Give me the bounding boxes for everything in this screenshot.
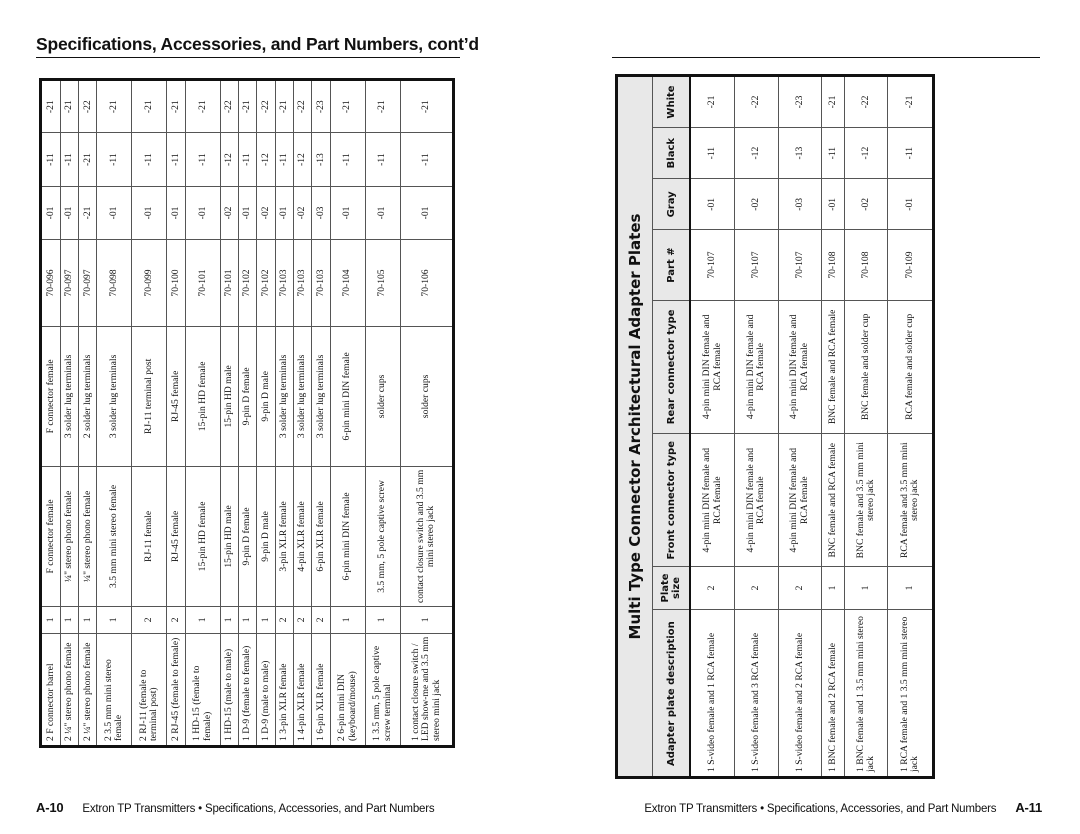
cell-qty: 1 bbox=[60, 606, 78, 633]
cell-description: 1 6-pin XLR female bbox=[312, 633, 330, 746]
cell-gray: -01 bbox=[60, 186, 78, 239]
cell-white: -21 bbox=[167, 80, 185, 133]
cell-black: -11 bbox=[400, 133, 453, 186]
cell-front: contact closure switch and 3.5 mm mini stereo jack bbox=[400, 466, 453, 606]
header-plate-size: Plate size bbox=[653, 567, 691, 609]
table-row bbox=[888, 76, 934, 778]
cell-gray: -02 bbox=[293, 186, 311, 239]
header-rear: Rear connector type bbox=[653, 300, 691, 433]
cell-gray: -01 bbox=[239, 186, 257, 239]
cell-rear: 6-pin mini DIN female bbox=[330, 326, 365, 466]
page-divider bbox=[612, 57, 1040, 58]
cell-gray: -02 bbox=[257, 186, 275, 239]
footer-text: Extron TP Transmitters • Specifications, Accessories, and Part Numbers bbox=[644, 803, 997, 815]
cell-qty: 2 bbox=[132, 606, 167, 633]
cell-front: 4-pin mini DIN female and RCA female bbox=[778, 434, 822, 567]
cell-description: 2 3.5 mm mini stereo female bbox=[97, 633, 132, 746]
cell-black: -11 bbox=[822, 128, 845, 179]
cell-part: 70-099 bbox=[132, 240, 167, 327]
cell-description: 1 S-video female and 1 RCA female bbox=[690, 609, 735, 777]
cell-black: -13 bbox=[312, 133, 330, 186]
cell-gray: -01 bbox=[185, 186, 220, 239]
cell-gray: -01 bbox=[888, 179, 934, 230]
cell-black: -11 bbox=[888, 128, 934, 179]
cell-part: 70-107 bbox=[778, 230, 822, 300]
cell-gray: -01 bbox=[97, 186, 132, 239]
cell-white: -21 bbox=[239, 80, 257, 133]
cell-gray: -01 bbox=[365, 186, 400, 239]
cell-qty: 1 bbox=[79, 606, 97, 633]
cell-white: -21 bbox=[400, 80, 453, 133]
cell-front: 3.5 mm mini stereo female bbox=[97, 466, 132, 606]
title-divider bbox=[36, 57, 460, 58]
adapter-plates-table-body bbox=[690, 76, 934, 778]
cell-description: 1 HD-15 (male to male) bbox=[220, 633, 238, 746]
cell-white: -21 bbox=[97, 80, 132, 133]
cell-black: -11 bbox=[275, 133, 293, 186]
cell-front: 4-pin mini DIN female and RCA female bbox=[690, 434, 735, 567]
cell-qty: 1 bbox=[185, 606, 220, 633]
cell-qty: 2 bbox=[275, 606, 293, 633]
cell-rear: BNC female and solder cup bbox=[844, 300, 888, 433]
cell-part: 70-107 bbox=[690, 230, 735, 300]
cell-part: 70-103 bbox=[275, 240, 293, 327]
cell-gray: -02 bbox=[844, 179, 888, 230]
cell-description: 2 ¼" stereo phono female bbox=[79, 633, 97, 746]
cell-rear: 9-pin D male bbox=[257, 326, 275, 466]
cell-plate-size: 2 bbox=[778, 567, 822, 609]
table-row bbox=[257, 80, 275, 747]
cell-front: RJ-11 female bbox=[132, 466, 167, 606]
cell-white: -21 bbox=[132, 80, 167, 133]
cell-white: -21 bbox=[185, 80, 220, 133]
cell-rear: 15-pin HD female bbox=[185, 326, 220, 466]
cell-front: RCA female and 3.5 mm mini stereo jack bbox=[888, 434, 934, 567]
cell-black: -11 bbox=[41, 133, 61, 186]
cell-rear: solder cups bbox=[400, 326, 453, 466]
cell-gray: -03 bbox=[778, 179, 822, 230]
cell-gray: -01 bbox=[690, 179, 735, 230]
cell-white: -21 bbox=[60, 80, 78, 133]
cell-front: BNC female and RCA female bbox=[822, 434, 845, 567]
cell-white: -22 bbox=[220, 80, 238, 133]
cell-gray: -03 bbox=[312, 186, 330, 239]
cell-white: -22 bbox=[293, 80, 311, 133]
adapter-plates-table-rotated bbox=[615, 74, 935, 779]
cell-part: 70-101 bbox=[220, 240, 238, 327]
cell-rear: 3 solder lug terminals bbox=[312, 326, 330, 466]
adapter-plates-table bbox=[615, 74, 935, 779]
table-row bbox=[365, 80, 400, 747]
cell-front: 6-pin XLR female bbox=[312, 466, 330, 606]
cell-rear: RJ-11 terminal post bbox=[132, 326, 167, 466]
cell-rear: BNC female and RCA female bbox=[822, 300, 845, 433]
header-black: Black bbox=[653, 128, 691, 179]
cell-black: -11 bbox=[239, 133, 257, 186]
page-footer-right bbox=[644, 800, 1042, 815]
cell-black: -21 bbox=[79, 133, 97, 186]
cell-description: 1 3-pin XLR female bbox=[275, 633, 293, 746]
cell-white: -22 bbox=[844, 76, 888, 128]
cell-plate-size: 1 bbox=[844, 567, 888, 609]
cell-black: -12 bbox=[735, 128, 779, 179]
cell-white: -21 bbox=[365, 80, 400, 133]
accessory-table bbox=[39, 78, 455, 748]
cell-qty: 1 bbox=[220, 606, 238, 633]
cell-gray: -01 bbox=[822, 179, 845, 230]
cell-white: -23 bbox=[778, 76, 822, 128]
cell-description: 2 RJ-11 (female to terminal post) bbox=[132, 633, 167, 746]
cell-front: 3-pin XLR female bbox=[275, 466, 293, 606]
cell-white: -21 bbox=[888, 76, 934, 128]
cell-front: 6-pin mini DIN female bbox=[330, 466, 365, 606]
cell-front: RJ-45 female bbox=[167, 466, 185, 606]
cell-description: 2 F connector barrel bbox=[41, 633, 61, 746]
cell-rear: 4-pin mini DIN female and RCA female bbox=[690, 300, 735, 433]
cell-rear: 9-pin D female bbox=[239, 326, 257, 466]
cell-gray: -01 bbox=[132, 186, 167, 239]
cell-black: -12 bbox=[257, 133, 275, 186]
cell-part: 70-104 bbox=[330, 240, 365, 327]
table-row bbox=[132, 80, 167, 747]
cell-gray: -02 bbox=[735, 179, 779, 230]
table-row bbox=[60, 80, 78, 747]
cell-white: -21 bbox=[690, 76, 735, 128]
cell-rear: 4-pin mini DIN female and RCA female bbox=[778, 300, 822, 433]
cell-rear: 15-pin HD male bbox=[220, 326, 238, 466]
cell-description: 2 ¼" stereo phono female bbox=[60, 633, 78, 746]
table-row bbox=[239, 80, 257, 747]
cell-rear: 3 solder lug terminals bbox=[293, 326, 311, 466]
cell-black: -12 bbox=[220, 133, 238, 186]
cell-front: 15-pin HD male bbox=[220, 466, 238, 606]
cell-gray: -02 bbox=[220, 186, 238, 239]
cell-front: 15-pin HD female bbox=[185, 466, 220, 606]
cell-black: -11 bbox=[365, 133, 400, 186]
cell-part: 70-100 bbox=[167, 240, 185, 327]
cell-gray: -01 bbox=[167, 186, 185, 239]
cell-qty: 1 bbox=[257, 606, 275, 633]
page-footer-left bbox=[36, 800, 434, 815]
cell-part: 70-103 bbox=[312, 240, 330, 327]
cell-part: 70-108 bbox=[822, 230, 845, 300]
table-row bbox=[735, 76, 779, 778]
cell-white: -22 bbox=[735, 76, 779, 128]
cell-rear: 3 solder lug terminals bbox=[60, 326, 78, 466]
cell-plate-size: 1 bbox=[822, 567, 845, 609]
cell-description: 1 S-video female and 3 RCA female bbox=[735, 609, 779, 777]
cell-qty: 1 bbox=[97, 606, 132, 633]
accessory-table-rotated bbox=[39, 78, 455, 748]
cell-part: 70-109 bbox=[888, 230, 934, 300]
cell-qty: 1 bbox=[400, 606, 453, 633]
table-row bbox=[185, 80, 220, 747]
cell-qty: 1 bbox=[41, 606, 61, 633]
cell-rear: 4-pin mini DIN female and RCA female bbox=[735, 300, 779, 433]
cell-white: -21 bbox=[41, 80, 61, 133]
cell-description: 1 RCA female and 1 3.5 mm mini stereo jack bbox=[888, 609, 934, 777]
cell-description: 1 contact closure switch / LED show-me and 3.5 mm stereo mini jack bbox=[400, 633, 453, 746]
cell-part: 70-097 bbox=[79, 240, 97, 327]
cell-front: ¼" stereo phono female bbox=[79, 466, 97, 606]
cell-part: 70-101 bbox=[185, 240, 220, 327]
cell-description: 1 HD-15 (female to female) bbox=[185, 633, 220, 746]
cell-black: -11 bbox=[167, 133, 185, 186]
table-row bbox=[822, 76, 845, 778]
table-row bbox=[41, 80, 61, 747]
cell-description: 1 D-9 (female to female) bbox=[239, 633, 257, 746]
cell-plate-size: 2 bbox=[690, 567, 735, 609]
cell-white: -23 bbox=[312, 80, 330, 133]
cell-rear: RCA female and solder cup bbox=[888, 300, 934, 433]
cell-part: 70-106 bbox=[400, 240, 453, 327]
section-title: Specifications, Accessories, and Part Numbers, cont’d bbox=[36, 34, 479, 54]
page-number: A-10 bbox=[36, 800, 64, 815]
table-row bbox=[844, 76, 888, 778]
cell-rear: 3 solder lug terminals bbox=[97, 326, 132, 466]
accessory-table-body bbox=[41, 80, 454, 747]
table-title: Multi Type Connector Architectural Adapter Plates bbox=[617, 76, 653, 778]
cell-front: 4-pin mini DIN female and RCA female bbox=[735, 434, 779, 567]
table-row bbox=[400, 80, 453, 747]
cell-part: 70-098 bbox=[97, 240, 132, 327]
cell-front: 9-pin D male bbox=[257, 466, 275, 606]
cell-rear: solder cups bbox=[365, 326, 400, 466]
cell-gray: -01 bbox=[275, 186, 293, 239]
cell-plate-size: 1 bbox=[888, 567, 934, 609]
header-part: Part # bbox=[653, 230, 691, 300]
header-gray: Gray bbox=[653, 179, 691, 230]
cell-white: -21 bbox=[330, 80, 365, 133]
cell-black: -12 bbox=[293, 133, 311, 186]
cell-black: -11 bbox=[132, 133, 167, 186]
table-row bbox=[97, 80, 132, 747]
cell-white: -22 bbox=[257, 80, 275, 133]
cell-qty: 1 bbox=[365, 606, 400, 633]
cell-description: 1 3.5 mm, 5 pole captive screw terminal bbox=[365, 633, 400, 746]
cell-rear: 3 solder lug terminals bbox=[275, 326, 293, 466]
cell-description: 2 RJ-45 (female to female) bbox=[167, 633, 185, 746]
cell-part: 70-103 bbox=[293, 240, 311, 327]
cell-gray: -01 bbox=[400, 186, 453, 239]
header-front: Front connector type bbox=[653, 434, 691, 567]
page-number: A-11 bbox=[1015, 800, 1042, 815]
table-row bbox=[330, 80, 365, 747]
cell-part: 70-097 bbox=[60, 240, 78, 327]
cell-white: -21 bbox=[822, 76, 845, 128]
cell-part: 70-107 bbox=[735, 230, 779, 300]
cell-part: 70-102 bbox=[239, 240, 257, 327]
footer-text: Extron TP Transmitters • Specifications, Accessories, and Part Numbers bbox=[82, 803, 435, 815]
cell-black: -11 bbox=[60, 133, 78, 186]
table-row bbox=[690, 76, 735, 778]
cell-description: 1 BNC female and 1 3.5 mm mini stereo jack bbox=[844, 609, 888, 777]
cell-qty: 2 bbox=[293, 606, 311, 633]
cell-description: 1 D-9 (male to male) bbox=[257, 633, 275, 746]
table-row bbox=[312, 80, 330, 747]
table-row bbox=[79, 80, 97, 747]
cell-qty: 1 bbox=[330, 606, 365, 633]
cell-white: -21 bbox=[275, 80, 293, 133]
cell-rear: 2 solder lug terminals bbox=[79, 326, 97, 466]
cell-front: ¼" stereo phono female bbox=[60, 466, 78, 606]
cell-black: -13 bbox=[778, 128, 822, 179]
cell-rear: RJ-45 female bbox=[167, 326, 185, 466]
cell-qty: 2 bbox=[167, 606, 185, 633]
cell-rear: F connector female bbox=[41, 326, 61, 466]
cell-gray: -21 bbox=[79, 186, 97, 239]
cell-white: -22 bbox=[79, 80, 97, 133]
cell-black: -11 bbox=[185, 133, 220, 186]
table-row bbox=[275, 80, 293, 747]
cell-qty: 1 bbox=[239, 606, 257, 633]
cell-black: -12 bbox=[844, 128, 888, 179]
cell-front: 9-pin D female bbox=[239, 466, 257, 606]
table-row bbox=[220, 80, 238, 747]
cell-black: -11 bbox=[330, 133, 365, 186]
cell-part: 70-105 bbox=[365, 240, 400, 327]
cell-qty: 2 bbox=[312, 606, 330, 633]
table-row bbox=[167, 80, 185, 747]
cell-front: 4-pin XLR female bbox=[293, 466, 311, 606]
cell-part: 70-096 bbox=[41, 240, 61, 327]
cell-part: 70-108 bbox=[844, 230, 888, 300]
cell-front: F connector female bbox=[41, 466, 61, 606]
cell-gray: -01 bbox=[41, 186, 61, 239]
header-description: Adapter plate description bbox=[653, 609, 691, 777]
cell-description: 1 S-video female and 2 RCA female bbox=[778, 609, 822, 777]
table-row bbox=[293, 80, 311, 747]
cell-plate-size: 2 bbox=[735, 567, 779, 609]
cell-black: -11 bbox=[97, 133, 132, 186]
cell-part: 70-102 bbox=[257, 240, 275, 327]
cell-gray: -01 bbox=[330, 186, 365, 239]
header-white: White bbox=[653, 76, 691, 128]
cell-description: 1 4-pin XLR female bbox=[293, 633, 311, 746]
cell-black: -11 bbox=[690, 128, 735, 179]
table-row bbox=[778, 76, 822, 778]
cell-description: 1 BNC female and 2 RCA female bbox=[822, 609, 845, 777]
cell-description: 2 6-pin mini DIN (keyboard/mouse) bbox=[330, 633, 365, 746]
cell-front: BNC female and 3.5 mm mini stereo jack bbox=[844, 434, 888, 567]
cell-front: 3.5 mm, 5 pole captive screw bbox=[365, 466, 400, 606]
